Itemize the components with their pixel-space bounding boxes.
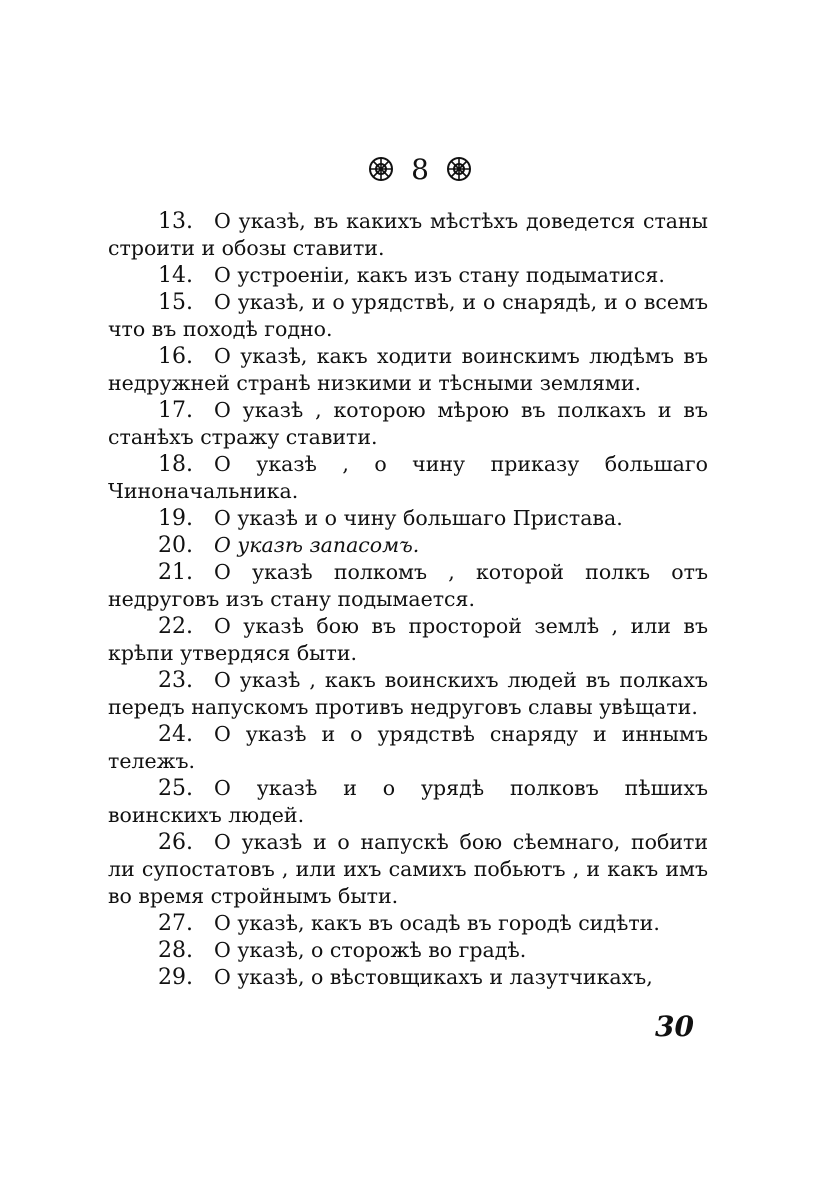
entry-number: 23. <box>158 668 193 693</box>
toc-entry <box>108 505 708 532</box>
ornament-icon <box>446 153 472 179</box>
entry-number: 17. <box>158 398 193 423</box>
entry-text: О указѣ , о чину приказу большаго Чиноначальника. <box>108 452 708 503</box>
entry-text: О указѣ, о сторожѣ во градѣ. <box>214 938 527 962</box>
entry-number: 25. <box>158 776 193 801</box>
entry-number: 18. <box>158 452 193 477</box>
entry-number: 16. <box>158 344 193 369</box>
entry-text: О указѣ, и о урядствѣ, и о снарядѣ, и о всемъ что въ походѣ годно. <box>108 290 708 341</box>
entry-text: О указѣ полкомъ , которой полкъ отъ недруговъ изъ стану подымается. <box>108 560 708 611</box>
entry-number: 15. <box>158 290 193 315</box>
toc-entry <box>108 613 708 667</box>
entry-text: О указѣ, какъ въ осадѣ въ городѣ сидѣти. <box>214 911 660 935</box>
toc-entry <box>108 964 708 991</box>
toc-entry <box>108 532 708 559</box>
entry-text: О указѣ, въ какихъ мѣстѣхъ доведется станы строити и обозы ставити. <box>108 209 708 260</box>
entry-number: 14. <box>158 263 193 288</box>
table-of-contents <box>108 208 708 991</box>
entry-text: О указѣ и о чину большаго Пристава. <box>214 506 623 530</box>
entry-number: 21. <box>158 560 193 585</box>
entry-number: 28. <box>158 938 193 963</box>
catchword: 30 <box>655 1010 694 1043</box>
toc-entry <box>108 910 708 937</box>
toc-entry <box>108 343 708 397</box>
entry-number: 13. <box>158 209 193 234</box>
toc-entry <box>108 451 708 505</box>
entry-number: 20. <box>158 533 193 558</box>
entry-text: О указѣ , какъ воинскихъ людей въ полкахъ передъ напускомъ противъ недруговъ славы увѣщати. <box>108 668 708 719</box>
entry-text: О указѣ, какъ ходити воинскимъ людѣмъ въ недружней странѣ низкими и тѣсными землями. <box>108 344 708 395</box>
entry-number: 22. <box>158 614 193 639</box>
entry-text: О указѣ и о урядствѣ снаряду и иннымъ тележъ. <box>108 722 708 773</box>
toc-entry <box>108 289 708 343</box>
toc-entry <box>108 208 708 262</box>
entry-text: О указѣ запасомъ. <box>214 533 420 557</box>
entry-text: О указѣ, о вѣстовщикахъ и лазутчикахъ, <box>214 965 653 989</box>
entry-number: 24. <box>158 722 193 747</box>
entry-number: 29. <box>158 965 193 990</box>
toc-entry <box>108 262 708 289</box>
toc-entry <box>108 667 708 721</box>
entry-text: О указѣ бою въ просторой землѣ , или въ крѣпи утвердяся быти. <box>108 614 708 665</box>
page-number: 8 <box>411 153 429 186</box>
toc-entry <box>108 937 708 964</box>
entry-text: О указѣ и о напускѣ бою сѣемнаго, побити ли супостатовъ , или ихъ самихъ побьютъ , и какъ имъ во время стройнымъ быти. <box>108 830 708 908</box>
toc-entry <box>108 721 708 775</box>
entry-text: О указѣ , которою мѣрою въ полкахъ и въ станѣхъ стражу ставити. <box>108 398 708 449</box>
ornament-icon <box>368 153 394 179</box>
entry-number: 26. <box>158 830 193 855</box>
toc-entry <box>108 829 708 910</box>
entry-text: О устроеніи, какъ изъ стану подыматися. <box>214 263 665 287</box>
entry-number: 27. <box>158 911 193 936</box>
entry-text: О указѣ и о урядѣ полковъ пѣшихъ воинскихъ людей. <box>108 776 708 827</box>
entry-number: 19. <box>158 506 193 531</box>
toc-entry <box>108 775 708 829</box>
toc-entry <box>108 397 708 451</box>
toc-entry <box>108 559 708 613</box>
page-header <box>0 150 840 190</box>
